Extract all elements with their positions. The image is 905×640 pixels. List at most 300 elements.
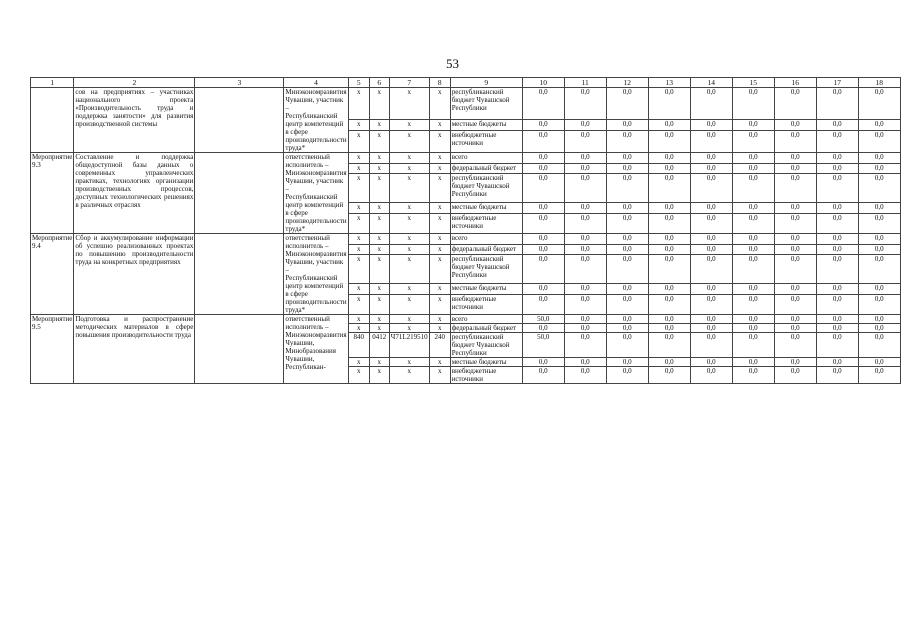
value-cell: 0,0 — [606, 295, 648, 315]
value-cell: 0,0 — [816, 119, 858, 130]
code-cell: x — [369, 119, 389, 130]
value-cell: 0,0 — [690, 284, 732, 295]
code-cell: x — [348, 315, 369, 324]
source-cell: всего — [450, 234, 522, 245]
value-cell: 0,0 — [648, 324, 690, 333]
code-cell: x — [389, 203, 429, 214]
value-cell: 0,0 — [732, 174, 774, 203]
value-cell: 0,0 — [816, 153, 858, 164]
code-cell: x — [348, 174, 369, 203]
code-cell: x — [429, 163, 450, 174]
code-cell: x — [369, 367, 389, 384]
value-cell: 0,0 — [774, 333, 816, 358]
value-cell: 0,0 — [564, 324, 606, 333]
source-cell: местные бюджеты — [450, 203, 522, 214]
code-cell: x — [348, 119, 369, 130]
executor-line: Минэкономразвития Чувашии, участник – — [285, 169, 347, 193]
value-cell: 0,0 — [606, 244, 648, 255]
code-cell: x — [389, 131, 429, 153]
value-cell: 0,0 — [690, 214, 732, 234]
value-cell: 0,0 — [648, 358, 690, 367]
value-cell: 50,0 — [522, 333, 564, 358]
value-cell: 0,0 — [774, 255, 816, 284]
header-cell: 13 — [648, 78, 690, 88]
value-cell: 0,0 — [732, 255, 774, 284]
table-row — [31, 234, 901, 245]
header-cell: 15 — [732, 78, 774, 88]
code-cell: x — [389, 153, 429, 164]
value-cell: 0,0 — [564, 244, 606, 255]
value-cell: 0,0 — [774, 119, 816, 130]
code-cell: x — [389, 214, 429, 234]
value-cell: 0,0 — [732, 324, 774, 333]
code-cell: x — [429, 324, 450, 333]
value-cell: 0,0 — [522, 153, 564, 164]
value-cell: 0,0 — [732, 203, 774, 214]
value-cell: 0,0 — [816, 333, 858, 358]
value-cell: 0,0 — [690, 153, 732, 164]
code-cell: x — [369, 174, 389, 203]
code-cell: x — [429, 367, 450, 384]
code-cell: x — [389, 119, 429, 130]
source-cell: республиканский бюджет Чувашской Республики — [450, 174, 522, 203]
value-cell: 0,0 — [648, 203, 690, 214]
executor-line: ответственный исполнитель – — [285, 153, 330, 169]
value-cell: 0,0 — [606, 234, 648, 245]
value-cell: 0,0 — [522, 234, 564, 245]
value-cell: 0,0 — [564, 163, 606, 174]
executor-line: ответственный исполнитель – — [285, 315, 330, 331]
value-cell: 0,0 — [648, 88, 690, 120]
executor-line: ответственный исполнитель – — [285, 234, 330, 250]
header-cell: 2 — [74, 78, 195, 88]
executor-cell — [284, 88, 348, 153]
value-cell: 0,0 — [522, 358, 564, 367]
budget-table — [30, 77, 901, 384]
value-cell: 0,0 — [816, 88, 858, 120]
value-cell: 0,0 — [858, 367, 900, 384]
code-cell: x — [429, 131, 450, 153]
executor-cell — [284, 153, 348, 234]
activity-name-cell: Составление и поддержка общедоступной базы данных о современных управленческих практиках, технологиях организации производственных процессов, доступных технологических решениях в различных отраслях — [74, 153, 195, 234]
value-cell: 0,0 — [648, 163, 690, 174]
value-cell: 0,0 — [858, 203, 900, 214]
header-cell: 4 — [284, 78, 348, 88]
value-cell: 0,0 — [690, 203, 732, 214]
value-cell: 0,0 — [606, 131, 648, 153]
source-cell: внебюджетные источники — [450, 214, 522, 234]
value-cell: 0,0 — [774, 163, 816, 174]
value-cell: 0,0 — [816, 324, 858, 333]
value-cell: 0,0 — [732, 333, 774, 358]
value-cell: 0,0 — [774, 203, 816, 214]
value-cell: 0,0 — [606, 163, 648, 174]
header-cell: 17 — [816, 78, 858, 88]
activity-name-cell: Сбор и аккумулирование информации об успешно реализованных проектах по повышению производительности труда на конкретных предприятиях — [74, 234, 195, 315]
code-cell: x — [429, 315, 450, 324]
value-cell: 0,0 — [732, 131, 774, 153]
value-cell: 0,0 — [648, 244, 690, 255]
value-cell: 0,0 — [858, 163, 900, 174]
code-cell: x — [348, 131, 369, 153]
value-cell: 0,0 — [648, 284, 690, 295]
value-cell: 0,0 — [816, 214, 858, 234]
value-cell: 0,0 — [564, 174, 606, 203]
value-cell: 0,0 — [732, 234, 774, 245]
code-cell: x — [348, 295, 369, 315]
value-cell: 0,0 — [564, 333, 606, 358]
executor-cell — [284, 234, 348, 315]
code-cell: x — [429, 255, 450, 284]
value-cell: 0,0 — [522, 244, 564, 255]
header-cell: 1 — [31, 78, 74, 88]
code-cell: x — [348, 244, 369, 255]
code-cell: x — [369, 284, 389, 295]
value-cell: 0,0 — [522, 119, 564, 130]
value-cell: 0,0 — [690, 244, 732, 255]
value-cell: 0,0 — [858, 119, 900, 130]
value-cell: 0,0 — [774, 295, 816, 315]
page-number: 53 — [446, 56, 459, 71]
source-cell: всего — [450, 153, 522, 164]
value-cell: 0,0 — [564, 153, 606, 164]
executor-line: Республиканский центр компетенций в сфере производительности труда* — [285, 274, 347, 314]
value-cell: 0,0 — [774, 315, 816, 324]
value-cell: 0,0 — [522, 163, 564, 174]
value-cell: 0,0 — [606, 214, 648, 234]
value-cell: 0,0 — [690, 315, 732, 324]
value-cell: 0,0 — [564, 315, 606, 324]
code-cell: x — [429, 244, 450, 255]
value-cell: 0,0 — [522, 255, 564, 284]
value-cell: 0,0 — [732, 284, 774, 295]
value-cell: 0,0 — [732, 153, 774, 164]
value-cell: 0,0 — [816, 131, 858, 153]
code-cell: x — [389, 284, 429, 295]
value-cell: 0,0 — [858, 88, 900, 120]
code-cell: x — [389, 358, 429, 367]
value-cell: 0,0 — [522, 131, 564, 153]
value-cell: 0,0 — [774, 131, 816, 153]
header-cell: 9 — [450, 78, 522, 88]
value-cell: 0,0 — [858, 153, 900, 164]
value-cell: 0,0 — [690, 367, 732, 384]
code-cell: Ч71L219510 — [389, 333, 429, 358]
value-cell: 0,0 — [690, 358, 732, 367]
value-cell: 0,0 — [648, 131, 690, 153]
value-cell: 0,0 — [732, 295, 774, 315]
code-cell: x — [369, 315, 389, 324]
value-cell: 0,0 — [858, 244, 900, 255]
header-row — [31, 78, 901, 88]
value-cell: 0,0 — [858, 315, 900, 324]
value-cell: 0,0 — [774, 367, 816, 384]
value-cell: 0,0 — [690, 324, 732, 333]
value-cell: 0,0 — [606, 203, 648, 214]
code-cell: x — [348, 153, 369, 164]
source-cell: федеральный бюджет — [450, 163, 522, 174]
value-cell: 0,0 — [648, 214, 690, 234]
empty-cell — [195, 88, 284, 153]
value-cell: 0,0 — [858, 284, 900, 295]
code-cell: x — [369, 153, 389, 164]
value-cell: 0,0 — [648, 333, 690, 358]
value-cell: 0,0 — [732, 119, 774, 130]
value-cell: 0,0 — [564, 119, 606, 130]
code-cell: x — [348, 214, 369, 234]
code-cell: x — [369, 131, 389, 153]
source-cell: федеральный бюджет — [450, 244, 522, 255]
value-cell: 0,0 — [690, 119, 732, 130]
value-cell: 0,0 — [564, 284, 606, 295]
value-cell: 0,0 — [522, 324, 564, 333]
value-cell: 0,0 — [774, 214, 816, 234]
value-cell: 0,0 — [774, 234, 816, 245]
value-cell: 0,0 — [816, 174, 858, 203]
value-cell: 50,0 — [522, 315, 564, 324]
value-cell: 0,0 — [774, 358, 816, 367]
value-cell: 0,0 — [606, 333, 648, 358]
value-cell: 0,0 — [690, 234, 732, 245]
value-cell: 0,0 — [564, 131, 606, 153]
code-cell: x — [429, 214, 450, 234]
code-cell: x — [389, 367, 429, 384]
code-cell: x — [369, 214, 389, 234]
header-cell: 12 — [606, 78, 648, 88]
executor-line: Республиканский центр компетенций в сфере производительности труда* — [285, 193, 347, 233]
value-cell: 0,0 — [648, 174, 690, 203]
code-cell: x — [389, 295, 429, 315]
value-cell: 0,0 — [522, 203, 564, 214]
value-cell: 0,0 — [858, 333, 900, 358]
value-cell: 0,0 — [564, 295, 606, 315]
value-cell: 0,0 — [606, 367, 648, 384]
header-cell: 14 — [690, 78, 732, 88]
value-cell: 0,0 — [858, 174, 900, 203]
value-cell: 0,0 — [816, 203, 858, 214]
code-cell: x — [348, 163, 369, 174]
header-cell: 8 — [429, 78, 450, 88]
code-cell: x — [348, 255, 369, 284]
value-cell: 0,0 — [690, 131, 732, 153]
value-cell: 0,0 — [816, 255, 858, 284]
value-cell: 0,0 — [606, 324, 648, 333]
value-cell: 0,0 — [522, 214, 564, 234]
value-cell: 0,0 — [648, 234, 690, 245]
value-cell: 0,0 — [564, 367, 606, 384]
source-cell: республиканский бюджет Чувашской Республики — [450, 333, 522, 358]
value-cell: 0,0 — [522, 88, 564, 120]
value-cell: 0,0 — [858, 214, 900, 234]
value-cell: 0,0 — [774, 88, 816, 120]
code-cell: x — [389, 255, 429, 284]
value-cell: 0,0 — [522, 295, 564, 315]
executor-line: Минэкономразвития Чувашии, участник – — [285, 88, 347, 112]
code-cell: x — [348, 203, 369, 214]
code-cell: x — [389, 244, 429, 255]
value-cell: 0,0 — [648, 295, 690, 315]
value-cell: 0,0 — [564, 358, 606, 367]
value-cell: 0,0 — [732, 244, 774, 255]
value-cell: 0,0 — [606, 358, 648, 367]
value-cell: 0,0 — [522, 174, 564, 203]
code-cell: x — [369, 88, 389, 120]
value-cell: 0,0 — [606, 174, 648, 203]
empty-cell — [195, 315, 284, 384]
value-cell: 0,0 — [606, 315, 648, 324]
header-cell: 11 — [564, 78, 606, 88]
executor-line: Минэкономразвития Чувашии, участник – — [285, 250, 347, 274]
value-cell: 0,0 — [690, 174, 732, 203]
header-cell: 7 — [389, 78, 429, 88]
code-cell: x — [389, 234, 429, 245]
code-cell: 0412 — [369, 333, 389, 358]
source-cell: федеральный бюджет — [450, 324, 522, 333]
value-cell: 0,0 — [816, 295, 858, 315]
value-cell: 0,0 — [858, 131, 900, 153]
code-cell: x — [389, 163, 429, 174]
value-cell: 0,0 — [564, 234, 606, 245]
code-cell: x — [389, 315, 429, 324]
value-cell: 0,0 — [816, 234, 858, 245]
value-cell: 0,0 — [858, 255, 900, 284]
code-cell: x — [429, 203, 450, 214]
header-cell: 3 — [195, 78, 284, 88]
code-cell: x — [429, 119, 450, 130]
code-cell: x — [389, 324, 429, 333]
value-cell: 0,0 — [690, 295, 732, 315]
value-cell: 0,0 — [732, 315, 774, 324]
code-cell: x — [369, 163, 389, 174]
value-cell: 0,0 — [648, 119, 690, 130]
activity-number-cell — [31, 88, 74, 153]
value-cell: 0,0 — [858, 358, 900, 367]
executor-line: Минэкономразвития Чувашии, — [285, 331, 347, 347]
value-cell: 0,0 — [690, 255, 732, 284]
code-cell: x — [429, 174, 450, 203]
activity-number-cell: Мероприятие 9.3 — [31, 153, 74, 234]
value-cell: 0,0 — [732, 214, 774, 234]
header-cell: 10 — [522, 78, 564, 88]
code-cell: x — [369, 203, 389, 214]
code-cell: x — [429, 88, 450, 120]
code-cell: x — [429, 295, 450, 315]
value-cell: 0,0 — [606, 88, 648, 120]
empty-cell — [195, 153, 284, 234]
code-cell: x — [369, 295, 389, 315]
source-cell: республиканский бюджет Чувашской Республики — [450, 88, 522, 120]
code-cell: x — [348, 324, 369, 333]
value-cell: 0,0 — [816, 367, 858, 384]
value-cell: 0,0 — [858, 324, 900, 333]
code-cell: x — [348, 367, 369, 384]
value-cell: 0,0 — [690, 88, 732, 120]
value-cell: 0,0 — [564, 88, 606, 120]
source-cell: внебюджетные источники — [450, 367, 522, 384]
source-cell: внебюджетные источники — [450, 295, 522, 315]
code-cell: x — [348, 284, 369, 295]
value-cell: 0,0 — [648, 367, 690, 384]
source-cell: республиканский бюджет Чувашской Республики — [450, 255, 522, 284]
value-cell: 0,0 — [774, 244, 816, 255]
code-cell: x — [348, 234, 369, 245]
value-cell: 0,0 — [816, 244, 858, 255]
value-cell: 0,0 — [522, 284, 564, 295]
code-cell: x — [348, 88, 369, 120]
code-cell: x — [389, 174, 429, 203]
header-cell: 16 — [774, 78, 816, 88]
code-cell: x — [429, 358, 450, 367]
value-cell: 0,0 — [564, 203, 606, 214]
source-cell: местные бюджеты — [450, 284, 522, 295]
value-cell: 0,0 — [606, 119, 648, 130]
executor-line: Республиканский центр компетенций в сфере производительности труда* — [285, 112, 347, 152]
value-cell: 0,0 — [774, 174, 816, 203]
code-cell: x — [429, 153, 450, 164]
value-cell: 0,0 — [816, 315, 858, 324]
value-cell: 0,0 — [732, 163, 774, 174]
value-cell: 0,0 — [564, 255, 606, 284]
activity-name-cell: Подготовка и распространение методических материалов в сфере повышения производительности труда — [74, 315, 195, 384]
value-cell: 0,0 — [648, 153, 690, 164]
source-cell: внебюджетные источники — [450, 131, 522, 153]
value-cell: 0,0 — [816, 284, 858, 295]
value-cell: 0,0 — [774, 324, 816, 333]
code-cell: x — [429, 284, 450, 295]
value-cell: 0,0 — [774, 153, 816, 164]
code-cell: x — [369, 244, 389, 255]
source-cell: всего — [450, 315, 522, 324]
table-row — [31, 88, 901, 120]
header-cell: 5 — [348, 78, 369, 88]
value-cell: 0,0 — [648, 315, 690, 324]
value-cell: 0,0 — [816, 358, 858, 367]
source-cell: местные бюджеты — [450, 119, 522, 130]
activity-number-cell: Мероприятие 9.4 — [31, 234, 74, 315]
code-cell: 840 — [348, 333, 369, 358]
value-cell: 0,0 — [858, 234, 900, 245]
header-cell: 18 — [858, 78, 900, 88]
value-cell: 0,0 — [606, 153, 648, 164]
value-cell: 0,0 — [690, 333, 732, 358]
value-cell: 0,0 — [774, 284, 816, 295]
code-cell: x — [429, 234, 450, 245]
code-cell: x — [348, 358, 369, 367]
value-cell: 0,0 — [606, 255, 648, 284]
value-cell: 0,0 — [606, 284, 648, 295]
code-cell: x — [369, 358, 389, 367]
code-cell: x — [369, 234, 389, 245]
header-cell: 6 — [369, 78, 389, 88]
code-cell: x — [369, 255, 389, 284]
source-cell: местные бюджеты — [450, 358, 522, 367]
value-cell: 0,0 — [816, 163, 858, 174]
code-cell: 240 — [429, 333, 450, 358]
value-cell: 0,0 — [858, 295, 900, 315]
code-cell: x — [369, 324, 389, 333]
executor-cell — [284, 315, 348, 384]
empty-cell — [195, 234, 284, 315]
table-row — [31, 315, 901, 324]
value-cell: 0,0 — [732, 367, 774, 384]
activity-name-cell: сов на предприятиях – участниках национального проекта «Производительность труда и поддержка занятости» для развития производственной системы — [74, 88, 195, 153]
value-cell: 0,0 — [564, 214, 606, 234]
code-cell: x — [389, 88, 429, 120]
value-cell: 0,0 — [732, 358, 774, 367]
value-cell: 0,0 — [732, 88, 774, 120]
executor-line: Минобразования Чувашии, Республикан- — [285, 347, 337, 371]
value-cell: 0,0 — [690, 163, 732, 174]
